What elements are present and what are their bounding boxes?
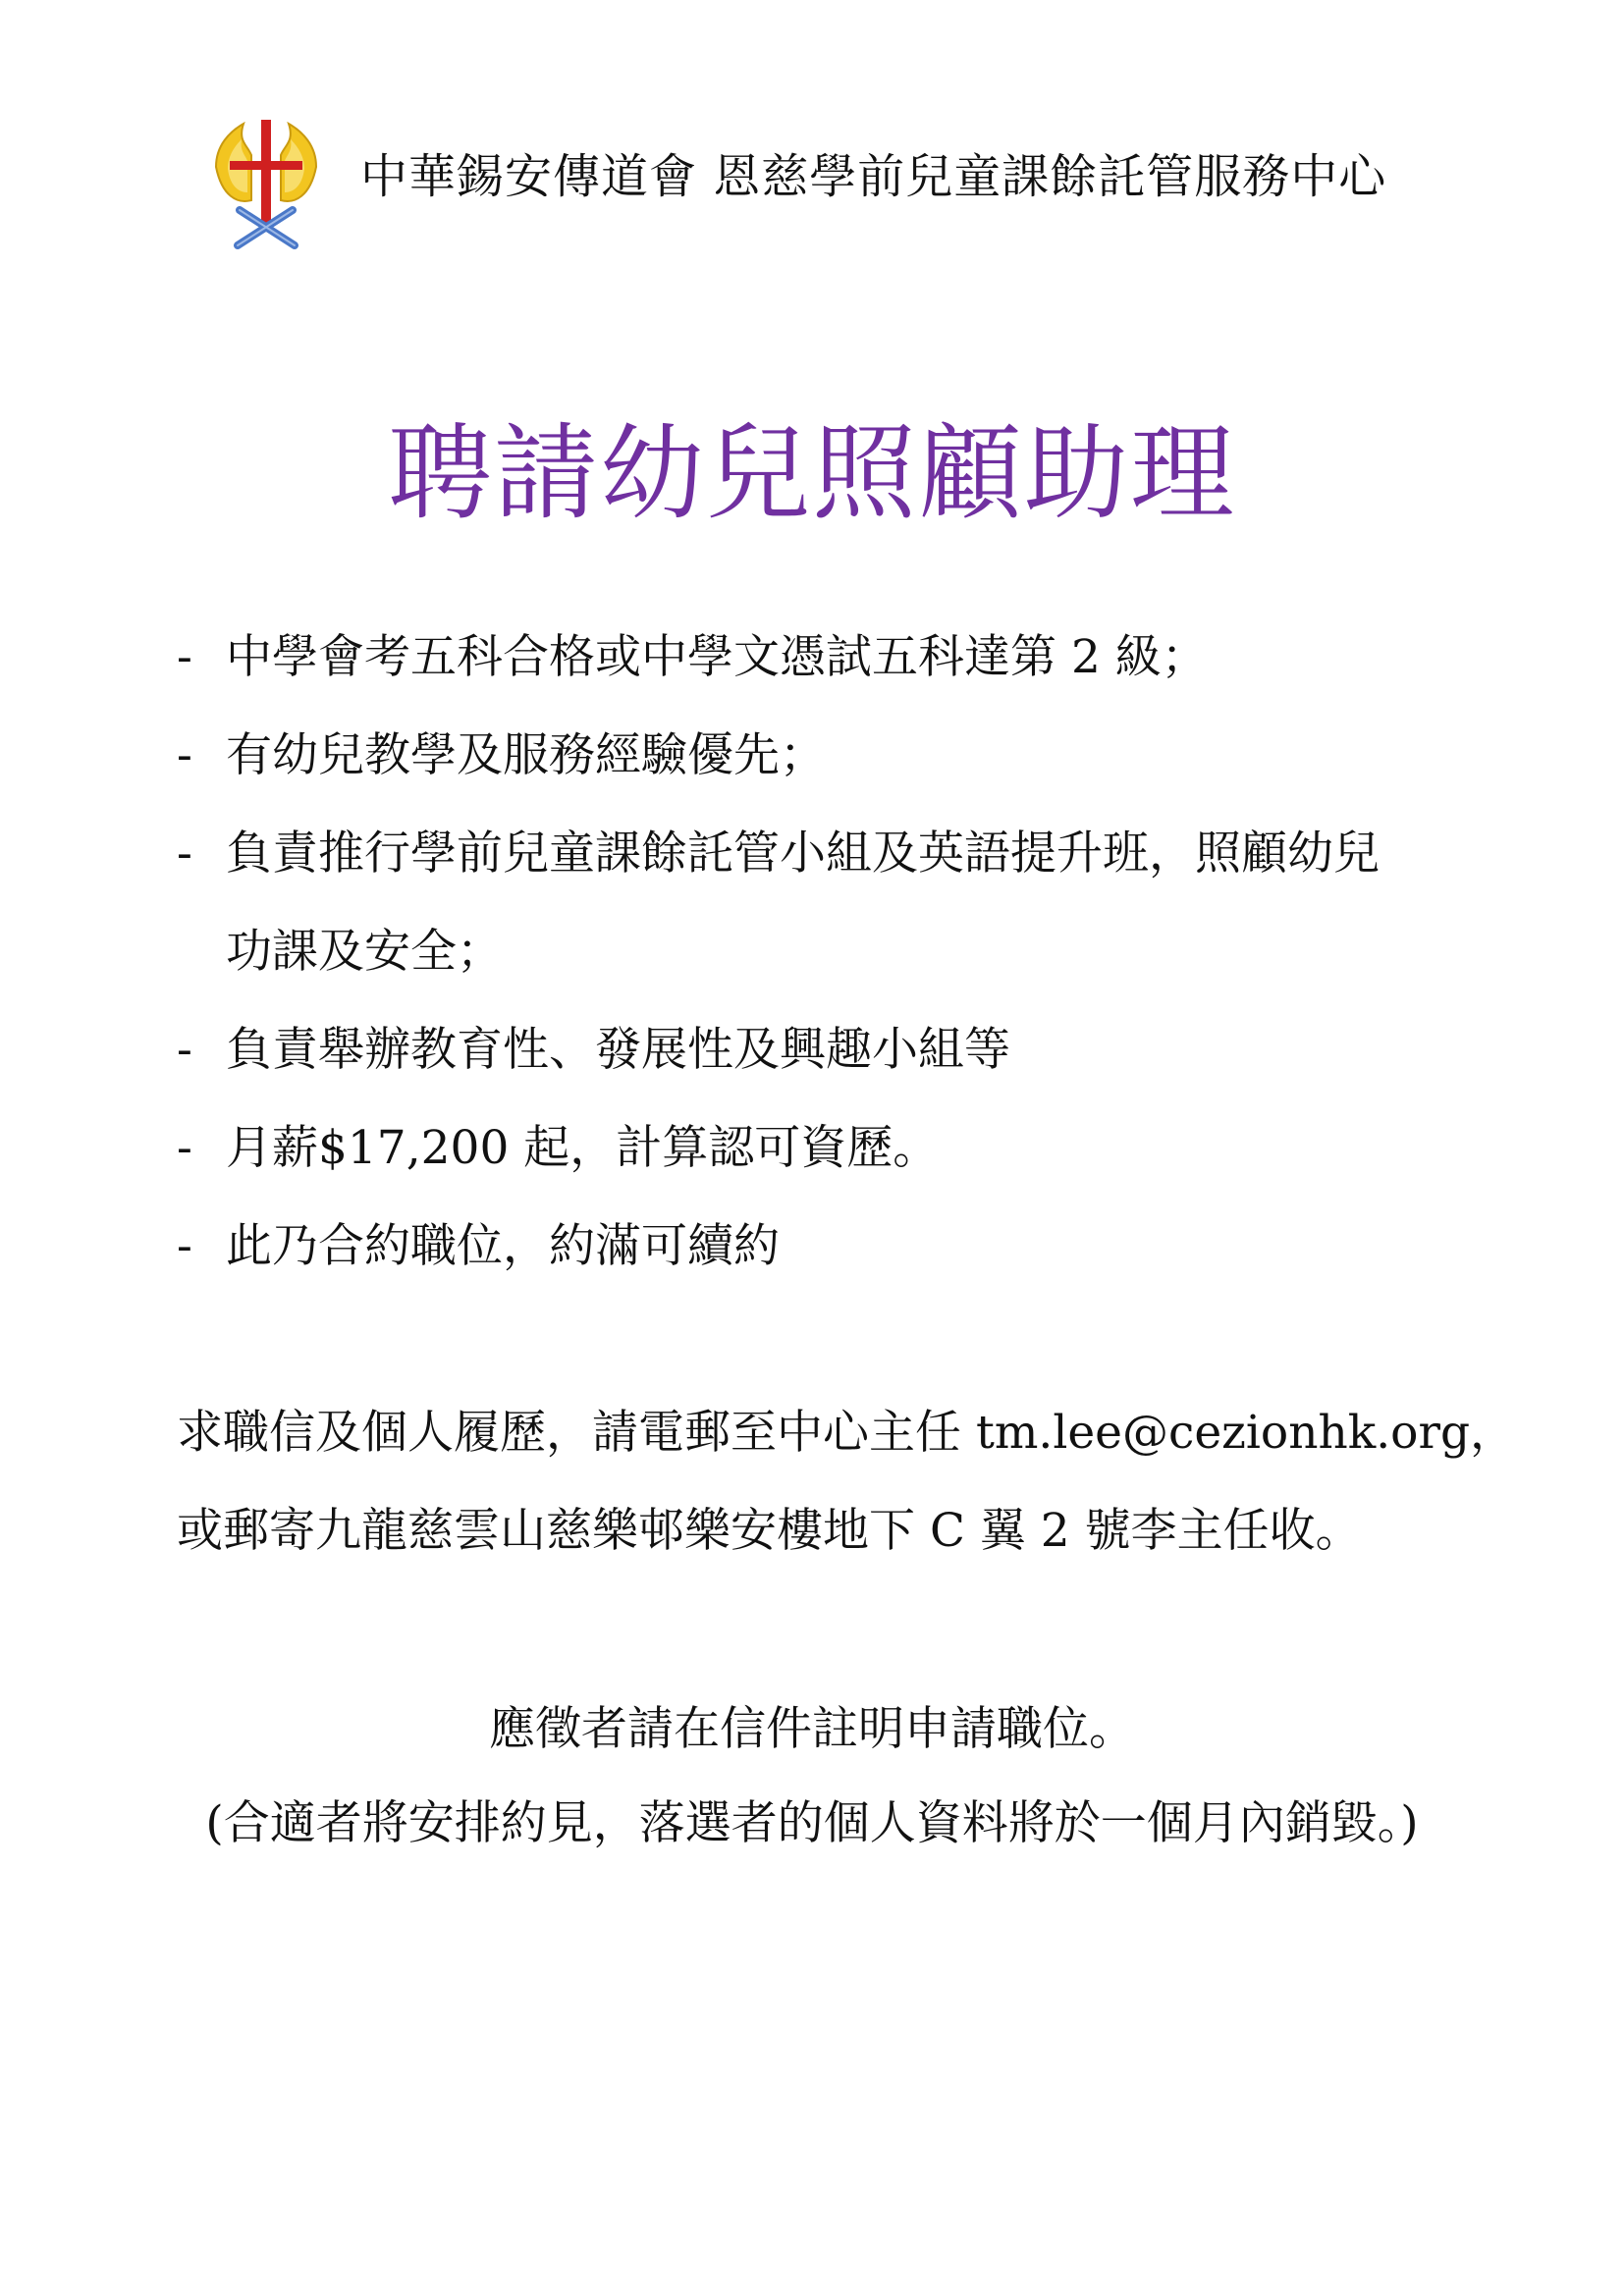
contact-email-line: 求職信及個人履歷，請電郵至中心主任 tm.lee@cezionhk.org， — [177, 1406, 1517, 1460]
requirement-text: 中學會考五科合格或中學文憑試五科達第 2 級； — [226, 630, 1208, 684]
page-title: 聘請幼兒照顧助理 — [388, 413, 1236, 534]
privacy-note: (合適者將安排約見，落選者的個人資料將於一個月內銷毀。) — [205, 1796, 1419, 1850]
application-contact — [177, 1384, 1517, 1580]
requirement-text: 月薪$17,200 起，計算認可資歷。 — [226, 1121, 940, 1175]
requirement-text-continued: 功課及安全； — [226, 925, 503, 979]
list-dash: - — [177, 1121, 192, 1175]
requirement-text: 負責推行學前兒童課餘託管小組及英語提升班，照顧幼兒 — [226, 827, 1380, 881]
list-dash: - — [177, 1219, 192, 1273]
application-note: 應徵者請在信件註明申請職位。 — [489, 1702, 1135, 1756]
church-cross-shield-logo-icon — [208, 116, 324, 251]
list-dash: - — [177, 827, 192, 881]
requirement-item — [177, 1001, 1473, 1099]
requirement-text: 此乃合約職位，約滿可續約 — [226, 1219, 780, 1273]
requirement-item — [177, 707, 1473, 805]
list-dash: - — [177, 630, 192, 684]
requirement-item — [177, 1198, 1473, 1296]
requirement-item — [177, 609, 1473, 707]
requirements-list — [177, 609, 1473, 1296]
list-dash: - — [177, 728, 192, 782]
requirement-text: 負責舉辦教育性、發展性及興趣小組等 — [226, 1023, 1010, 1077]
requirement-item — [177, 1099, 1473, 1198]
header — [208, 116, 1485, 253]
requirement-text: 有幼兒教學及服務經驗優先； — [226, 728, 826, 782]
organization-name: 中華錫安傳道會 恩慈學前兒童課餘託管服務中心 — [360, 149, 1387, 204]
list-dash: - — [177, 1023, 192, 1077]
requirement-item — [177, 805, 1473, 1001]
contact-address-line: 或郵寄九龍慈雲山慈樂邨樂安樓地下 C 翼 2 號李主任收。 — [177, 1504, 1362, 1558]
